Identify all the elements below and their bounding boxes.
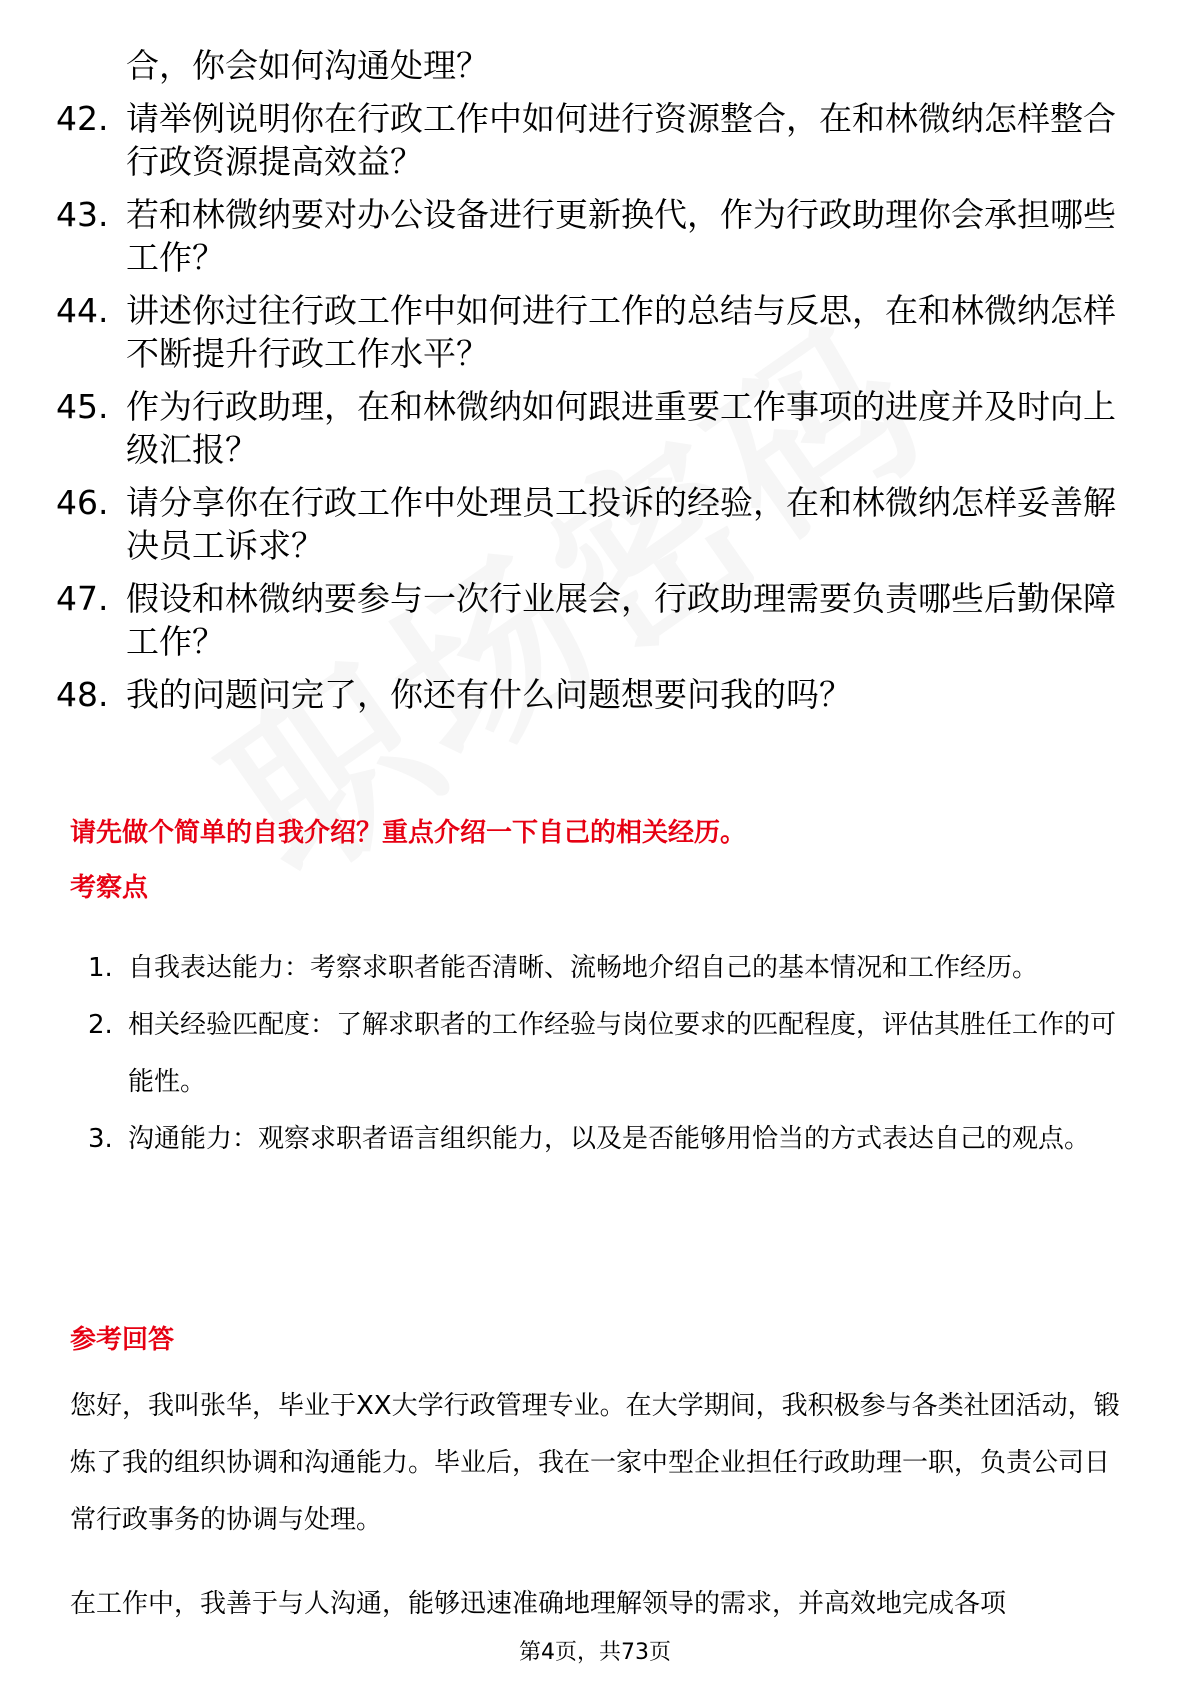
inspection-point — [70, 1111, 1120, 1168]
inspection-point — [70, 997, 1120, 1111]
answer-paragraph: 在工作中，我善于与人沟通，能够迅速准确地理解领导的需求，并高效地完成各项 — [70, 1589, 1007, 1619]
question-number: 48. — [56, 675, 109, 714]
question-text: 作为行政助理，在和林微纳如何跟进重要工作事项的进度并及时向上级汇报？ — [126, 387, 1116, 469]
question-text: 请分享你在行政工作中处理员工投诉的经验，在和林微纳怎样妥善解决员工诉求？ — [126, 483, 1116, 565]
question-text: 我的问题问完了，你还有什么问题想要问我的吗？ — [126, 675, 852, 714]
question-item — [56, 193, 1116, 279]
question-text: 请举例说明你在行政工作中如何进行资源整合，在和林微纳怎样整合行政资源提高效益？ — [126, 99, 1116, 181]
question-number: 46. — [56, 483, 109, 522]
question-item — [56, 673, 1116, 716]
question-list — [56, 44, 1116, 726]
point-number: 2. — [88, 1010, 113, 1040]
question-item — [56, 289, 1116, 375]
point-text: 相关经验匹配度：了解求职者的工作经验与岗位要求的匹配程度，评估其胜任工作的可能性。 — [128, 1010, 1117, 1097]
question-number: 42. — [56, 99, 109, 138]
question-item — [56, 481, 1116, 567]
answer-heading: 参考回答 — [70, 1325, 175, 1355]
question-item — [56, 577, 1116, 663]
featured-question: 请先做个简单的自我介绍？重点介绍一下自己的相关经历。 — [70, 818, 747, 848]
answer-paragraph: 您好，我叫张华，毕业于XX大学行政管理专业。在大学期间，我积极参与各类社团活动，锻炼了我的组织协调和沟通能力。毕业后，我在一家中型企业担任行政助理一职，负责公司日常行政事务的协调与处理。 — [70, 1391, 1120, 1535]
point-text: 自我表达能力：考察求职者能否清晰、流畅地介绍自己的基本情况和工作经历。 — [128, 953, 1039, 983]
point-text: 沟通能力：观察求职者语言组织能力，以及是否能够用恰当的方式表达自己的观点。 — [128, 1124, 1091, 1154]
inspection-heading: 考察点 — [70, 873, 149, 903]
inspection-point — [70, 940, 1120, 997]
question-item — [56, 97, 1116, 183]
question-number: 44. — [56, 291, 109, 330]
page-footer: 第4页，共73页 — [519, 1640, 671, 1665]
question-item — [56, 44, 1116, 87]
question-text: 合，你会如何沟通处理？ — [126, 46, 489, 85]
question-number: 45. — [56, 387, 109, 426]
question-text: 假设和林微纳要参与一次行业展会，行政助理需要负责哪些后勤保障工作？ — [126, 579, 1116, 661]
question-item — [56, 385, 1116, 471]
question-text: 若和林微纳要对办公设备进行更新换代，作为行政助理你会承担哪些工作？ — [126, 195, 1116, 277]
question-number: 47. — [56, 579, 109, 618]
point-number: 1. — [88, 953, 113, 983]
inspection-points-list — [70, 940, 1120, 1168]
question-text: 讲述你过往行政工作中如何进行工作的总结与反思，在和林微纳怎样不断提升行政工作水平？ — [126, 291, 1116, 373]
question-number: 43. — [56, 195, 109, 234]
point-number: 3. — [88, 1124, 113, 1154]
